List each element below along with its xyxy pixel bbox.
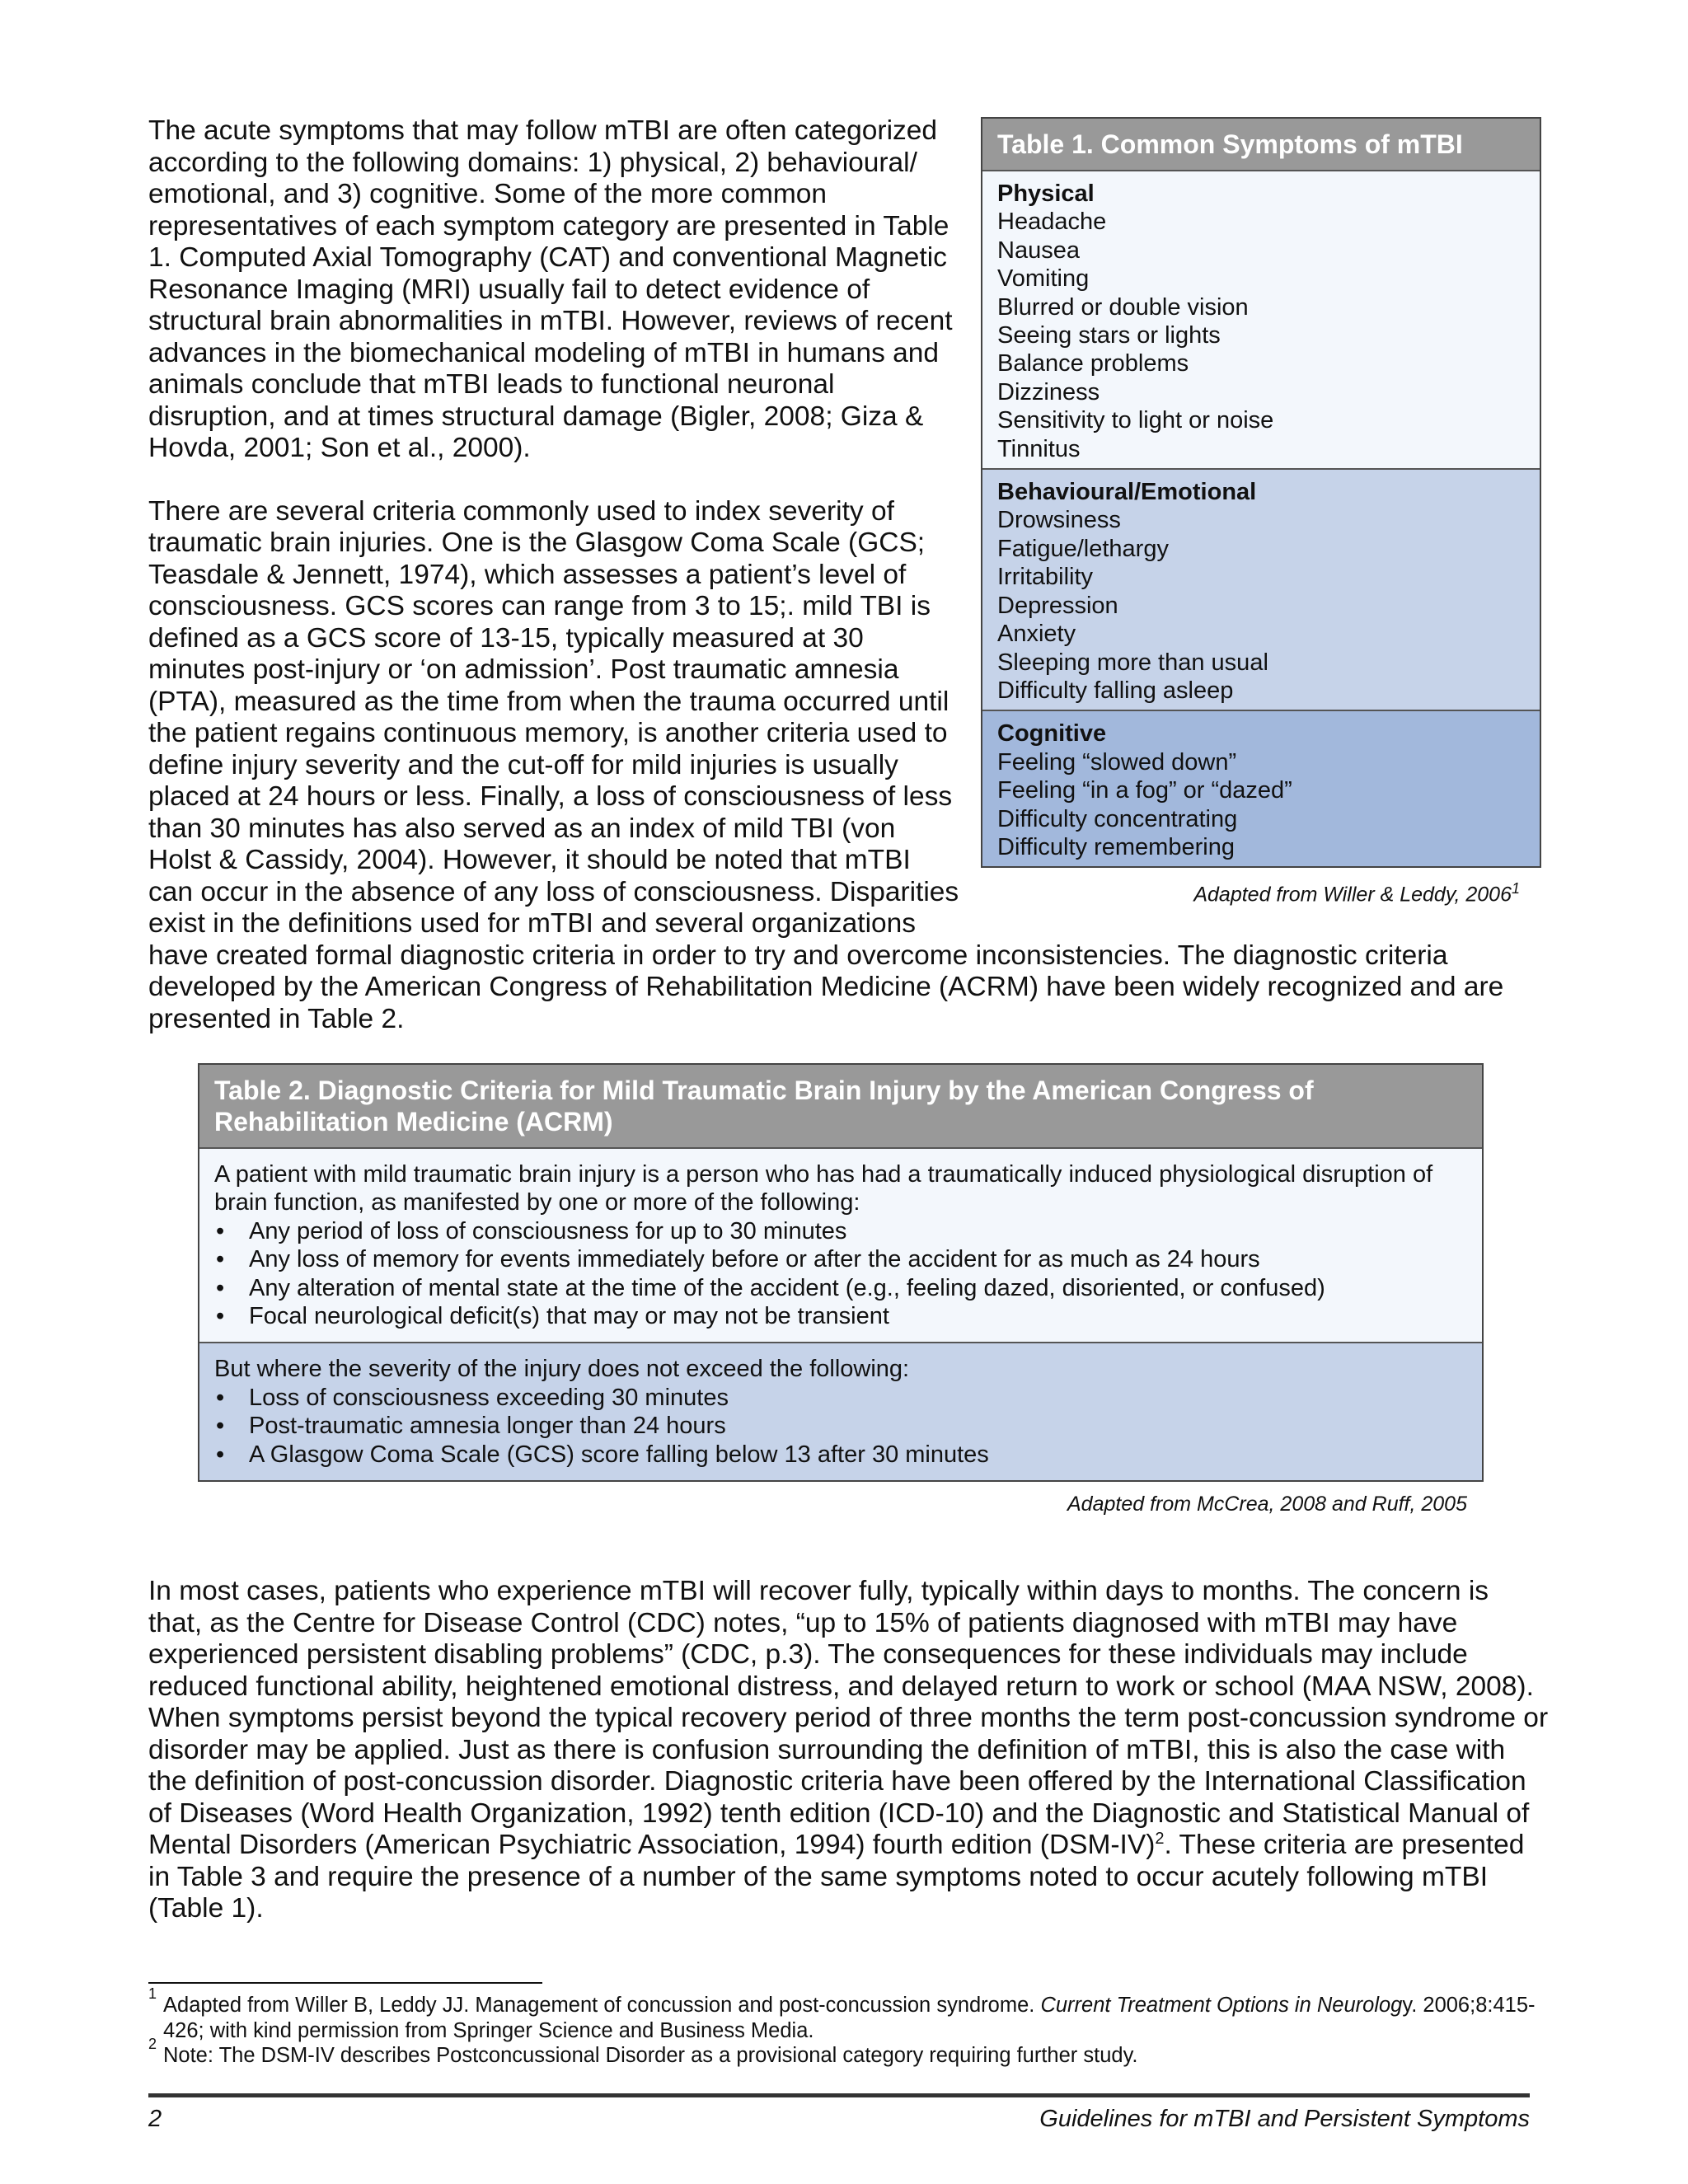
symptom-item: Balance problems [997, 350, 1189, 377]
footnote-1-mark: 1 [148, 1985, 157, 2002]
footnote-2 [148, 2036, 1550, 2069]
table-2-intro: A patient with mild traumatic brain injury is a person who has had a traumatically induced physiological disruption of brain function, as manifested by one or more of the following: [214, 1161, 1433, 1216]
symptom-item: Drowsiness [997, 507, 1121, 534]
paragraph-acute-symptoms: The acute symptoms that may follow mTBI are often categorized according to the following domains: 1) physical, 2) behavioural/ emotional, and 3) cognitive. Some of the more common representatives of each symptom category are presented in Table 1. Computed Axial Tomography (CAT) and conventional Magnetic Resonance Imaging (MRI) usually fail to detect evidence of structural brain abnormalities in mTBI. However, reviews of recent advances in the biomechanical modeling of mTBI in humans and animals conclude that mTBI leads to functional neuronal disruption, and at times structural damage (Bigler, 2008; Giza & Hovda, 2001; Son et al., 2000). [148, 115, 953, 463]
table-2-title: Table 2. Diagnostic Criteria for Mild Traumatic Brain Injury by the American Congress of Rehabilitation Medicine (ACRM) [199, 1065, 1482, 1147]
paragraph-recovery-main: In most cases, patients who experience mTBI will recover fully, typically within days to months. The concern is that, as the Centre for Disease Control (CDC) notes, “up to 15% of patients diagnosed with mTBI may have experienced persistent disabling problems” (CDC, p.3). The consequences for these individuals may include reduced functional ability, heightened emotional distress, and delayed return to work or school (MAA NSW, 2008). When symptoms persist beyond the typical recovery period of three months the term post-concussion syndrome or disorder may be applied. Just as there is confusion surrounding the definition of mTBI, this is also the case with the definition of post-concussion disorder. Diagnostic criteria have been offered by the International Classification of Diseases (Word Health Organization, 1992) tenth edition (ICD-10) and the Diagnostic and Statistical Manual of Mental Disorders (American Psychiatric Association, 1994) fourth edition (DSM-IV) [148, 1576, 1549, 1860]
symptom-item: Blurred or double vision [997, 293, 1249, 321]
intro-text-block [148, 115, 1541, 1035]
symptom-item: Anxiety [997, 621, 1076, 648]
limit-bullet: • Post-traumatic amnesia longer than 24 hours [214, 1412, 1467, 1440]
table-1-box [981, 117, 1541, 868]
table-2-section-definition [199, 1147, 1482, 1342]
symptom-item: Fatigue/lethargy [997, 535, 1169, 562]
symptom-item: Difficulty concentrating [997, 805, 1238, 832]
symptom-item: Feeling “slowed down” [997, 748, 1237, 776]
symptom-item: Vomiting [997, 265, 1090, 293]
table-2-caption: Adapted from McCrea, 2008 and Ruff, 2005 [1067, 1493, 1467, 1516]
criteria-bullet: • Focal neurological deficit(s) that may or may not be transient [214, 1302, 1467, 1330]
criteria-bullet: • Any period of loss of consciousness for up to 30 minutes [214, 1217, 1467, 1245]
table-1-caption-text: Adapted from Willer & Leddy, 2006 [1193, 883, 1512, 907]
symptom-item: Irritability [997, 564, 1094, 591]
paragraph-severity-criteria: There are several criteria commonly used to index severity of traumatic brain injuries. One is the Glasgow Coma Scale (GCS; Teasdale & Jennett, 1974), which assesses a patient’s level of consciousness. GCS scores can range from 3 to 15;. mild TBI is defined as a GCS score of 13-15, typically measured at 30 minutes post-injury or ‘on admission’. Post traumatic amnesia (PTA), measured as the time from when the trauma occurred until the patient regains continuous memory, is another criteria used to define injury severity and the cut-off for mild injuries is usually placed at 24 hours or less. Finally, a loss of consciousness of less than 30 minutes has also served as an index of mild TBI (von Holst & Cassidy, 2004). However, it should be noted that mTBI can occur in the absence of any loss of consciousness. Disparities exist in the definitions used for mTBI and several organizations have created formal diagnostic criteria in order to try and overcome inconsistencies. The diagnostic criteria developed by the American Congress of Rehabilitation Medicine (ACRM) have been widely recognized and are presented in Table 2. [148, 495, 1504, 1034]
paragraph-recovery [148, 1576, 1550, 1925]
symptom-item: Sensitivity to light or noise [997, 407, 1274, 434]
footnote-2-text: Note: The DSM-IV describes Postconcussional Disorder as a provisional category requiring further study. [163, 2044, 1138, 2067]
table-2-box [198, 1063, 1484, 1482]
table-1-caption [981, 874, 1541, 908]
table-2-section-severity-limits [199, 1342, 1482, 1480]
symptom-item: Depression [997, 592, 1118, 619]
table-1-common-symptoms [981, 117, 1541, 909]
criteria-bullet: • Any loss of memory for events immediately before or after the accident for as much as 24 hours [214, 1245, 1467, 1273]
symptom-item: Dizziness [997, 378, 1100, 405]
table-1-title: Table 1. Common Symptoms of mTBI [982, 119, 1540, 170]
footnotes [148, 1985, 1550, 2069]
table-1-section-physical [982, 170, 1540, 468]
criteria-bullet: • Any alteration of mental state at the time of the accident (e.g., feeling dazed, disoriented, or confused) [214, 1274, 1467, 1302]
footnote-1 [148, 1985, 1550, 2043]
footnote-1-text-a: Adapted from Willer B, Leddy JJ. Management of concussion and post-concussion syndrome. [163, 1994, 1041, 2017]
table-1-section-behavioural-emotional [982, 468, 1540, 710]
footnote-ref-2[interactable]: 2 [1155, 1829, 1165, 1848]
footnote-1-journal: Current Treatment Options in Neurolog [1040, 1994, 1403, 2017]
limit-bullet: • A Glasgow Coma Scale (GCS) score falling below 13 after 30 minutes [214, 1441, 1467, 1469]
symptom-item: Headache [997, 209, 1107, 236]
symptom-item: Sleeping more than usual [997, 649, 1268, 676]
table-1-section-cognitive [982, 710, 1540, 866]
section-heading: Physical [997, 180, 1095, 207]
symptom-item: Difficulty remembering [997, 833, 1235, 860]
symptom-item: Seeing stars or lights [997, 322, 1221, 349]
symptom-item: Difficulty falling asleep [997, 677, 1234, 704]
footer-divider [148, 2093, 1530, 2097]
running-title: Guidelines for mTBI and Persistent Symptoms [1039, 2106, 1530, 2132]
table-2-limits-intro: But where the severity of the injury does not exceed the following: [214, 1356, 910, 1383]
symptom-item: Tinnitus [997, 435, 1081, 462]
footnote-2-mark: 2 [148, 2036, 157, 2052]
footnote-divider [148, 1982, 542, 1984]
footnote-ref-1[interactable]: 1 [1511, 880, 1520, 898]
page-number: 2 [148, 2106, 162, 2132]
section-heading: Cognitive [997, 720, 1107, 748]
symptom-item: Nausea [997, 237, 1080, 264]
limit-bullet: • Loss of consciousness exceeding 30 minutes [214, 1384, 1467, 1412]
footnote-1-text-b: y. 2006;8:415-426; with kind permission from Springer Science and Business Media. [163, 1994, 1536, 2042]
table-2-acrm-criteria [198, 1063, 1484, 1482]
paragraph-recovery-tail: . These criteria are presented in Table 3 and require the presence of a number of the same symptoms noted to occur acutely following mTBI (Table 1). [148, 1830, 1525, 1924]
symptom-item: Feeling “in a fog” or “dazed” [997, 777, 1292, 804]
section-heading: Behavioural/Emotional [997, 479, 1257, 506]
